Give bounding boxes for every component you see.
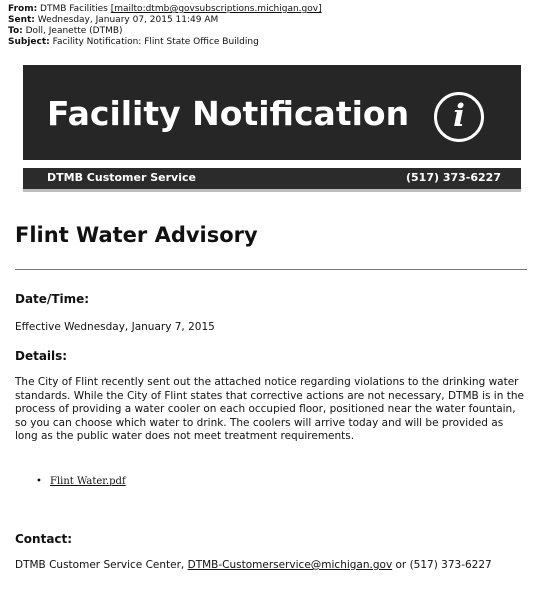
from-value: DTMB Facilities	[40, 4, 108, 14]
contact-label: Contact:	[15, 532, 73, 546]
contact-text	[15, 559, 527, 573]
contact-prefix: DTMB Customer Service Center,	[15, 559, 188, 571]
bullet-dot: •	[36, 476, 42, 487]
sent-value: Wednesday, January 07, 2015 11:49 AM	[37, 15, 219, 25]
details-label: Details:	[15, 349, 68, 363]
datetime-value: Effective Wednesday, January 7, 2015	[15, 321, 215, 333]
attachment-item	[36, 476, 126, 487]
contact-suffix: or (517) 373-6227	[392, 559, 492, 571]
subject-value: Facility Notification: Flint State Office Building	[52, 37, 259, 47]
sent-label: Sent:	[8, 15, 35, 25]
to-value: Doll, Jeanette (DTMB)	[25, 26, 123, 36]
facility-notification-banner	[23, 65, 521, 160]
sent-row	[8, 15, 322, 26]
attachment-link[interactable]: Flint Water.pdf	[50, 476, 126, 487]
details-body: The City of Flint recently sent out the attached notice regarding violations to the drinking water standards. While the City of Flint states that corrective actions are not necessary, DTMB is in the process of providing a water cooler on each occupied floor, positioned near the water fountain, so you can choose which water to drink. The coolers will arrive today and will be provided as long as the public water does not meet treatment requirements.	[15, 376, 524, 443]
email-header	[8, 4, 322, 48]
info-icon-glyph: i	[453, 98, 465, 134]
service-bar-stripe	[23, 189, 521, 192]
from-mailto-link[interactable]: [mailto:dtmb@govsubscriptions.michigan.gov]	[110, 4, 322, 14]
contact-email-link[interactable]: DTMB-Customerservice@michigan.gov	[187, 559, 393, 571]
to-row	[8, 26, 322, 37]
subject-row	[8, 37, 322, 48]
banner-title: Facility Notification	[47, 94, 410, 133]
from-row	[8, 4, 322, 15]
service-bar-phone: (517) 373-6227	[406, 171, 501, 184]
from-label: From:	[8, 4, 38, 14]
divider	[15, 269, 527, 270]
advisory-title: Flint Water Advisory	[15, 223, 258, 247]
subject-label: Subject:	[8, 37, 50, 47]
info-icon	[434, 92, 484, 142]
service-bar-name: DTMB Customer Service	[47, 171, 196, 184]
datetime-label: Date/Time:	[15, 292, 90, 306]
to-label: To:	[8, 26, 23, 36]
service-bar	[23, 168, 521, 189]
